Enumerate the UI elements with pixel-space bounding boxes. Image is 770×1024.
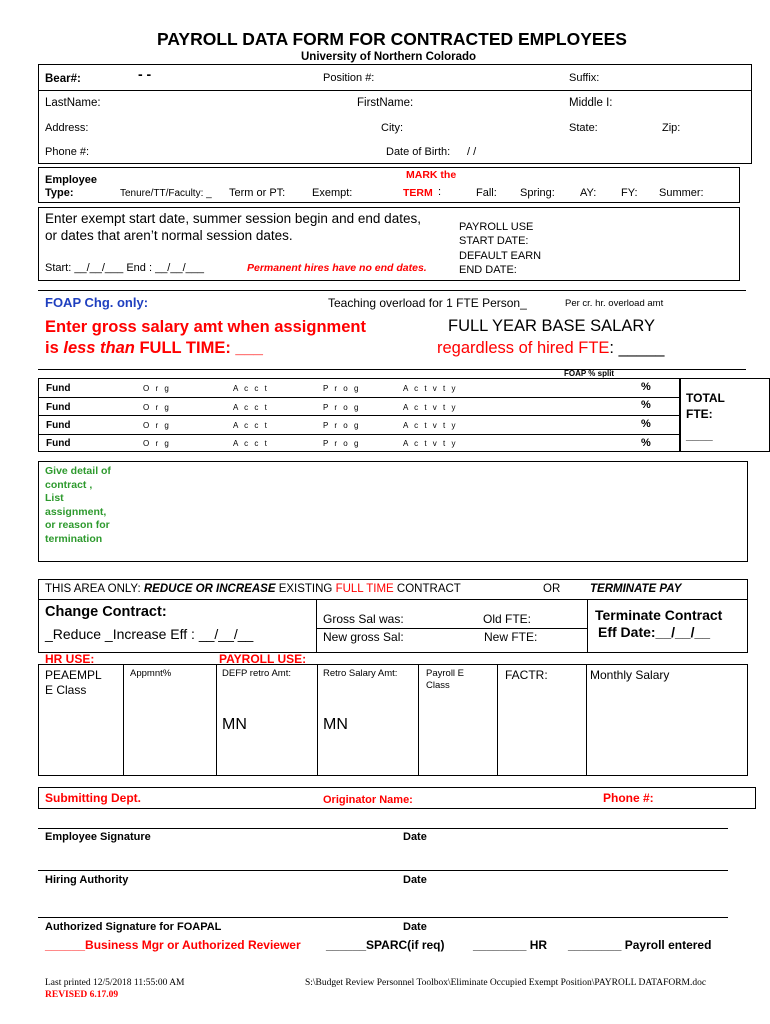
hiring-authority-label[interactable]: Hiring Authority <box>45 874 129 886</box>
phone-label[interactable]: Phone #: <box>45 146 90 158</box>
foap-acct-1[interactable]: A c c t <box>233 384 269 393</box>
detail-line-1: Give detail of <box>45 465 111 477</box>
dob-label[interactable]: Date of Birth: <box>386 146 451 158</box>
payroll-use-label: PAYROLL USE: <box>219 652 307 666</box>
foap-fund-2: Fund <box>46 402 71 413</box>
appmnt-label[interactable]: Appmnt% <box>130 668 172 679</box>
detail-line-5: or reason for <box>45 519 110 531</box>
start-end-dates[interactable]: Start: __/__/___ End : __/__/___ <box>45 262 205 274</box>
total-fte-label-1: TOTAL <box>686 391 725 405</box>
form-title: PAYROLL DATA FORM FOR CONTRACTED EMPLOYEES <box>157 29 627 49</box>
foap-prog-1[interactable]: P r o g <box>323 384 361 393</box>
tenure-option[interactable]: Tenure/TT/Faculty: _ <box>120 188 212 199</box>
gross-2b: less than <box>63 339 135 357</box>
submitting-dept-label[interactable]: Submitting Dept. <box>45 791 141 805</box>
lastname-label[interactable]: LastName: <box>45 97 101 109</box>
foap-chg-only: FOAP Chg. only: <box>45 295 149 310</box>
permanent-hires-note: Permanent hires have no end dates. <box>247 262 427 274</box>
originator-name-label[interactable]: Originator Name: <box>323 794 413 806</box>
detail-line-4: assignment, <box>45 505 107 518</box>
regardless-tail: : _____ <box>609 339 665 357</box>
foap-org-1[interactable]: O r g <box>143 384 171 393</box>
dates-instruction-2: or dates that aren’t normal session dates. <box>45 228 293 243</box>
foap-acct-2[interactable]: A c c t <box>233 403 269 412</box>
foap-pct-4[interactable]: % <box>641 437 651 449</box>
exempt-option[interactable]: Exempt: <box>312 187 353 199</box>
banner-e: CONTRACT <box>393 583 461 595</box>
banner-c: EXISTING <box>275 583 336 595</box>
foap-pct-2[interactable]: % <box>641 399 651 411</box>
monthly-salary-label[interactable]: Monthly Salary <box>590 668 670 682</box>
total-fte-value[interactable]: ____ <box>686 428 713 442</box>
authorized-signature-date[interactable]: Date <box>403 921 427 933</box>
detail-label <box>45 465 111 546</box>
dates-instruction-1: Enter exempt start date, summer session begin and end dates, <box>45 211 421 226</box>
foap-pct-1[interactable]: % <box>641 381 651 393</box>
defp-retro-label[interactable]: DEFP retro Amt: <box>222 668 291 679</box>
new-fte[interactable]: New FTE: <box>484 630 538 644</box>
summer-option[interactable]: Summer: <box>659 187 704 199</box>
file-path: S:\Budget Review Personnel Toolbox\Eliminate Occupied Exempt Position\PAYROLL DATAFORM.doc <box>305 978 707 988</box>
state-label[interactable]: State: <box>569 122 598 134</box>
total-fte-label-2: FTE: <box>686 407 713 421</box>
hr-use-label: HR USE: <box>45 652 95 666</box>
gross-2c: FULL TIME: ___ <box>134 339 263 357</box>
mark-term-label-2: TERM <box>403 187 433 199</box>
foap-org-2[interactable]: O r g <box>143 403 171 412</box>
employee-type-label-1: Employee <box>45 174 97 186</box>
authorized-signature-label[interactable]: Authorized Signature for FOAPAL <box>45 921 222 933</box>
default-earn-2: END DATE: <box>459 264 517 276</box>
business-mgr-label[interactable]: ______Business Mgr or Authorized Reviewer <box>45 938 301 952</box>
mark-term-label-1: MARK the <box>406 169 457 181</box>
foap-fund-3: Fund <box>46 420 71 431</box>
foap-actv-4[interactable]: A c t v t y <box>403 439 458 448</box>
foap-fund-4: Fund <box>46 438 71 449</box>
detail-line-6: termination <box>45 532 103 545</box>
peaempl-label-1: PEAEMPL <box>45 668 102 682</box>
gross-salary-instruction-2 <box>45 339 263 358</box>
mark-term-colon: : <box>438 186 442 198</box>
payroll-use-start-1: PAYROLL USE <box>459 221 534 233</box>
regardless-text: regardless of hired FTE <box>437 339 610 357</box>
old-fte[interactable]: Old FTE: <box>483 612 532 626</box>
mn-value-2: MN <box>323 716 348 733</box>
retro-salary-label[interactable]: Retro Salary Amt: <box>323 668 398 679</box>
hiring-authority-date[interactable]: Date <box>403 874 427 886</box>
full-year-base-salary: FULL YEAR BASE SALARY <box>448 317 655 335</box>
banner-d: FULL TIME <box>335 583 394 595</box>
regardless-hired-fte[interactable] <box>437 339 664 358</box>
fall-option[interactable]: Fall: <box>476 187 497 199</box>
banner-b: REDUCE OR INCREASE <box>143 583 276 595</box>
foap-prog-4[interactable]: P r o g <box>323 439 361 448</box>
foap-actv-2[interactable]: A c t v t y <box>403 403 458 412</box>
detail-line-3: List <box>45 492 64 504</box>
bear-label: Bear#: <box>45 73 81 85</box>
zip-label[interactable]: Zip: <box>662 122 681 134</box>
payroll-entered-label[interactable]: ________ Payroll entered <box>568 938 712 952</box>
gross-2a: is <box>45 339 64 357</box>
change-banner <box>45 583 461 595</box>
new-gross-sal[interactable]: New gross Sal: <box>323 630 404 644</box>
detail-box[interactable] <box>38 461 748 562</box>
foap-prog-2[interactable]: P r o g <box>323 403 361 412</box>
foap-actv-1[interactable]: A c t v t y <box>403 384 458 393</box>
form-subtitle: University of Northern Colorado <box>301 51 477 63</box>
payroll-e-class-2: Class <box>426 680 450 691</box>
employee-signature-date[interactable]: Date <box>403 831 427 843</box>
detail-line-2: contract , <box>45 478 93 491</box>
foap-split-label: FOAP % split <box>564 369 615 378</box>
position-label[interactable]: Position #: <box>323 72 375 84</box>
terminate-contract-label: Terminate Contract <box>595 607 723 623</box>
foap-acct-4[interactable]: A c c t <box>233 439 269 448</box>
spring-option[interactable]: Spring: <box>520 187 555 199</box>
banner-or: OR <box>543 583 561 595</box>
submit-phone-label[interactable]: Phone #: <box>603 791 654 805</box>
foap-fund-1: Fund <box>46 383 71 394</box>
revised-date: REVISED 6.17.09 <box>45 990 119 1000</box>
middle-label[interactable]: Middle I: <box>569 97 613 109</box>
employee-type-label-2: Type: <box>45 187 74 199</box>
factr-label[interactable]: FACTR: <box>505 668 548 682</box>
banner-a: THIS AREA ONLY: <box>45 583 144 595</box>
sparc-label[interactable]: ______SPARC(if req) <box>326 938 445 952</box>
foap-org-3[interactable]: O r g <box>143 421 171 430</box>
firstname-label[interactable]: FirstName: <box>357 97 414 109</box>
reduce-increase-eff[interactable]: _Reduce _Increase Eff : __/__/__ <box>45 626 254 642</box>
foap-acct-3[interactable]: A c c t <box>233 421 269 430</box>
mn-value-1: MN <box>222 716 247 733</box>
teaching-overload[interactable]: Teaching overload for 1 FTE Person_ <box>328 296 527 310</box>
hr-entered-label[interactable]: ________ HR <box>473 938 548 952</box>
dob-slashes: / / <box>467 146 477 158</box>
city-label[interactable]: City: <box>381 122 403 134</box>
banner-terminate-pay: TERMINATE PAY <box>590 583 682 595</box>
foap-pct-3[interactable]: % <box>641 418 651 430</box>
foap-org-4[interactable]: O r g <box>143 439 171 448</box>
foap-prog-3[interactable]: P r o g <box>323 421 361 430</box>
terminate-eff-date[interactable]: Eff Date:__/__/__ <box>598 624 711 640</box>
suffix-label[interactable]: Suffix: <box>569 72 600 84</box>
bear-dashes: - - <box>138 66 152 82</box>
change-contract-label: Change Contract: <box>45 604 167 620</box>
employee-signature-label[interactable]: Employee Signature <box>45 831 151 843</box>
fy-option[interactable]: FY: <box>621 187 638 199</box>
ay-option[interactable]: AY: <box>580 187 597 199</box>
payroll-use-start-2: START DATE: <box>459 235 529 247</box>
payroll-e-class-1: Payroll E <box>426 668 465 679</box>
term-pt-option[interactable]: Term or PT: <box>229 187 286 199</box>
gross-salary-instruction-1: Enter gross salary amt when assignment <box>45 318 366 336</box>
last-printed: Last printed 12/5/2018 11:55:00 AM <box>45 978 185 988</box>
foap-actv-3[interactable]: A c t v t y <box>403 421 458 430</box>
address-label[interactable]: Address: <box>45 122 89 134</box>
gross-sal-was[interactable]: Gross Sal was: <box>323 612 404 626</box>
per-credit-hour: Per cr. hr. overload amt <box>565 298 664 309</box>
default-earn-1: DEFAULT EARN <box>459 250 542 262</box>
peaempl-label-2: E Class <box>45 683 87 697</box>
